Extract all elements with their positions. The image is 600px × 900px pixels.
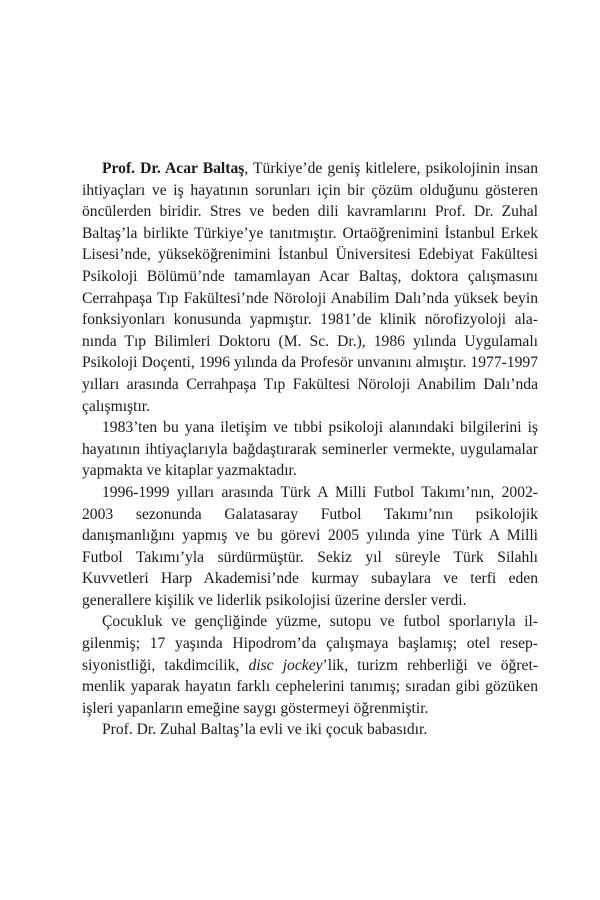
bio-paragraph-2 — [82, 417, 538, 482]
author-bio — [82, 158, 538, 741]
bio-paragraph-1 — [82, 158, 538, 417]
paragraph-text: ’lik, turizm rehberliği ve öğretmenlik yaparak hayatın farklı cephelerini tanımış; sıradan gibi gözüken işleri yapanların emeğine saygı göstermeyi öğrenmiştir. — [82, 656, 538, 717]
paragraph-text: Prof. Dr. Zuhal Baltaş’la evli ve iki çocuk babasıdır. — [102, 721, 428, 739]
paragraph-text: Çocukluk ve gençliğinde yüzme, sutopu ve futbol sporlarıyla ilgilenmiş; 17 yaşında Hipodrom’da çalışmaya başlamış; otel resepsiyonistliği, takdimcilik, — [82, 613, 538, 674]
author-name: Prof. Dr. Acar Baltaş — [102, 160, 245, 177]
italic-term: disc jockey — [248, 656, 323, 674]
bio-paragraph-5 — [82, 719, 538, 741]
paragraph-text: 1996-1999 yılları arasında Türk A Milli Futbol Takımı’nın, 2002-2003 sezonunda Galatasaray Futbol Takımı’nın psikolojik danışmanlığını yapmış ve bu görevi 2005 yılında yine Türk A Milli Futbol Takımı’yla sürdürmüştür. Sekiz yıl süreyle Türk Silahlı Kuvvetleri Harp Akademisi’nde kurmay subaylara ve terfi eden generallere kişilik ve liderlik psikolojisi üzerine dersler verdi. — [82, 483, 538, 609]
bio-paragraph-3 — [82, 482, 538, 612]
paragraph-text: , Türkiye’de geniş kitlelere, psikolojinin insan ihtiyaçları ve iş hayatının sorunları için bir çözüm olduğunu gösteren öncülerden biridir. Stres ve beden dili kavramlarını Prof. Dr. Zuhal Baltaş’la birlikte Türkiye’ye tanıtmıştır. Ortaöğrenimini İstanbul Erkek Lisesi’nde, yükseköğrenimini İstanbul Üniversitesi Edebiyat Fakültesi Psikoloji Bölümü’nde tamamlayan Acar Baltaş, doktora çalışmasını Cerrahpaşa Tıp Fakültesi’nde Nöroloji Anabilim Dalı’nda yüksek beyin fonksiyonları konusunda yapmıştır. 1981’de klinik nörofizyoloji alanında Tıp Bilimleri Doktoru (M. Sc. Dr.), 1986 yılında Uygulamalı Psikoloji Doçenti, 1996 yılında da Profesör unvanını almıştır. 1977-1997 yılları arasında Cerrahpaşa Tıp Fakültesi Nöroloji Anabilim Dalı’nda çalışmıştır. — [82, 160, 538, 415]
bio-paragraph-4 — [82, 611, 538, 719]
paragraph-text: 1983’ten bu yana iletişim ve tıbbi psikoloji alanındaki bilgilerini iş hayatının ihtiyaçlarıyla bağdaştırarak seminerler vermekte, uygulamalar yapmakta ve kitaplar yazmaktadır. — [82, 419, 538, 480]
